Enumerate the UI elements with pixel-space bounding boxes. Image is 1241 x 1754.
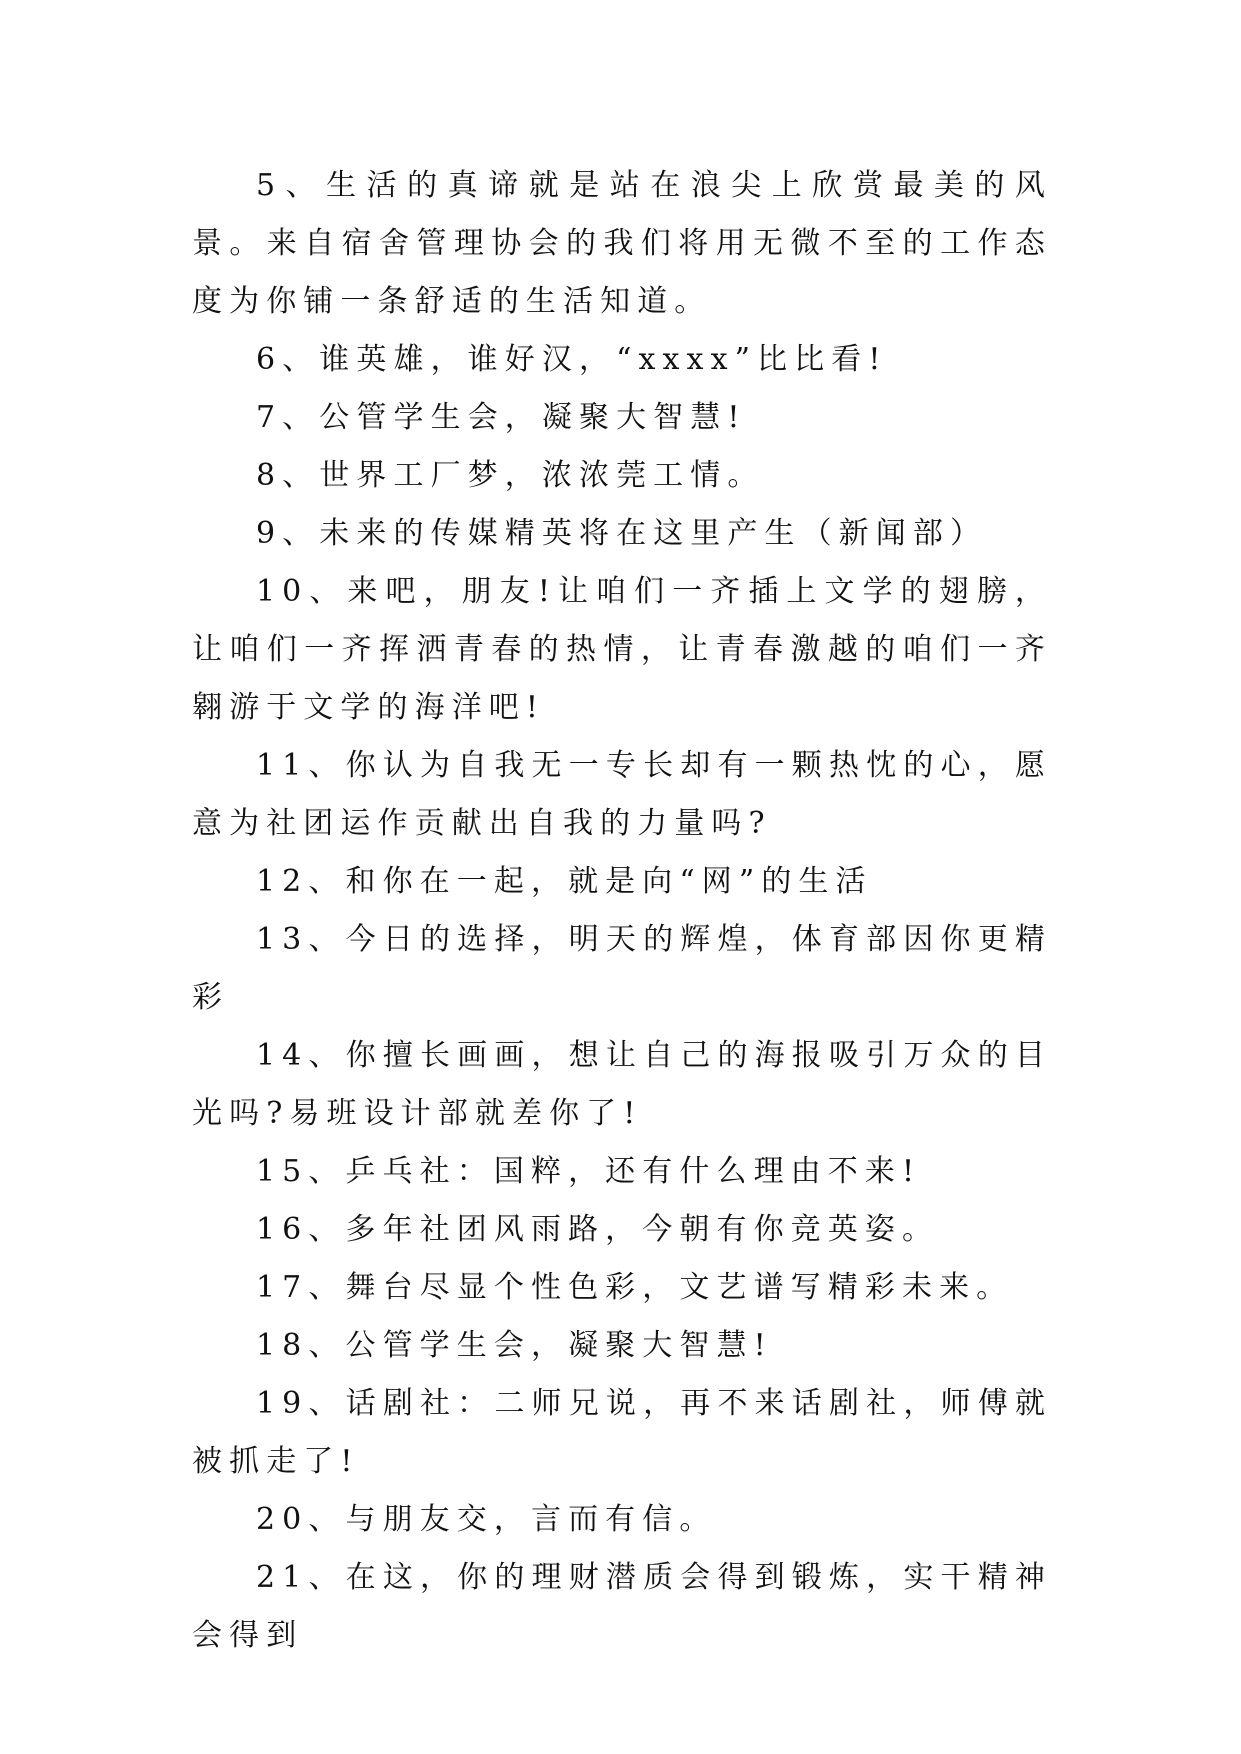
slogan-paragraph-5: 5、生活的真谛就是站在浪尖上欣赏最美的风景。来自宿舍管理协会的我们将用无微不至的工作态度为你铺一条舒适的生活知道。 xyxy=(192,168,1052,319)
slogan-paragraph-14: 14、你擅长画画，想让自己的海报吸引万众的目光吗?易班设计部就差你了! xyxy=(192,1038,1052,1131)
slogan-paragraph-17: 17、舞台尽显个性色彩，文艺谱写精彩未来。 xyxy=(256,1270,1014,1305)
slogan-paragraph-6: 6、谁英雄，谁好汉，“xxxx”比比看! xyxy=(256,342,888,377)
slogan-paragraph-9: 9、未来的传媒精英将在这里产生（新闻部） xyxy=(256,516,988,551)
slogan-paragraph-8: 8、世界工厂梦，浓浓莞工情。 xyxy=(256,458,765,493)
slogan-paragraph-21: 21、在这，你的理财潜质会得到锻炼，实干精神会得到 xyxy=(192,1560,1052,1653)
document-body xyxy=(192,157,1052,1665)
slogan-paragraph-15: 15、乒乓社：国粹，还有什么理由不来! xyxy=(256,1154,922,1189)
slogan-paragraph-10: 10、来吧，朋友!让咱们一齐插上文学的翅膀，让咱们一齐挥洒青春的热情，让青春激越的咱们一齐翱游于文学的海洋吧! xyxy=(192,574,1052,725)
slogan-paragraph-16: 16、多年社团风雨路，今朝有你竞英姿。 xyxy=(256,1212,940,1247)
slogan-paragraph-12: 12、和你在一起，就是向“网”的生活 xyxy=(256,864,873,899)
slogan-paragraph-18: 18、公管学生会，凝聚大智慧! xyxy=(256,1328,773,1363)
slogan-paragraph-20: 20、与朋友交，言而有信。 xyxy=(256,1502,717,1537)
slogan-paragraph-7: 7、公管学生会，凝聚大智慧! xyxy=(256,400,747,435)
slogan-paragraph-19: 19、话剧社：二师兄说，再不来话剧社，师傅就被抓走了! xyxy=(192,1386,1052,1479)
slogan-paragraph-11: 11、你认为自我无一专长却有一颗热忱的心，愿意为社团运作贡献出自我的力量吗? xyxy=(192,748,1052,841)
slogan-paragraph-13: 13、今日的选择，明天的辉煌，体育部因你更精彩 xyxy=(192,922,1052,1015)
